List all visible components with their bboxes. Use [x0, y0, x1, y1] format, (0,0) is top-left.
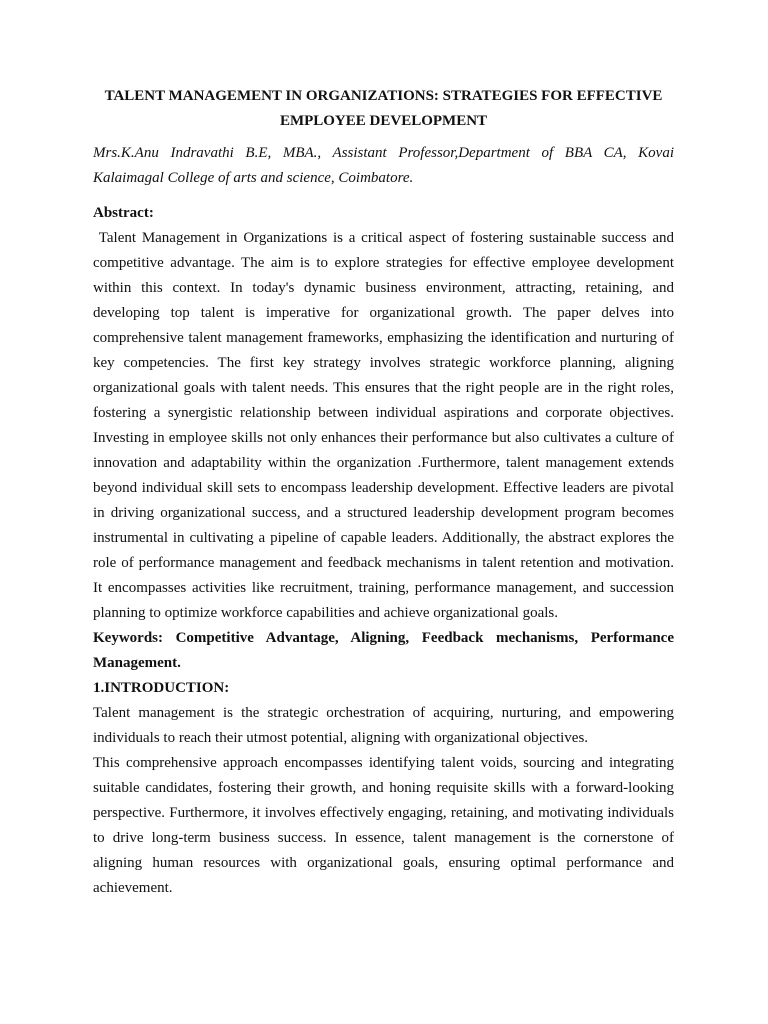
abstract-text: Talent Management in Organizations is a critical aspect of fostering sustainable success and competitive advantage. The aim is to explore strategies for effective employee development within this context. In today's dynamic business environment, attracting, retaining, and developing top talent is imperative for organizational growth. The paper delves into comprehensive talent management frameworks, emphasizing the identification and nurturing of key competencies. The first key strategy involves strategic workforce planning, aligning organizational goals with talent needs. This ensures that the right people are in the right roles, fostering a synergistic relationship between individual aspirations and corporate objectives. Investing in employee skills not only enhances their performance but also cultivates a culture of innovation and adaptability within the organization .Furthermore, talent management extends beyond individual skill sets to encompass leadership development. Effective leaders are pivotal in driving organizational success, and a structured leadership development program becomes instrumental in cultivating a pipeline of capable leaders. Additionally, the abstract explores the role of performance management and feedback mechanisms in talent retention and motivation. It encompasses activities like recruitment, training, performance management, and succession planning to optimize workforce capabilities and achieve organizational goals.	[93, 230, 678, 621]
paper-page	[93, 84, 678, 901]
introduction-paragraph-1: Talent management is the strategic orchestration of acquiring, nurturing, and empowering individuals to reach their utmost potential, aligning with organizational objectives.	[93, 705, 674, 746]
keywords-line: Keywords: Competitive Advantage, Aligning, Feedback mechanisms, Performance Management.	[93, 630, 674, 671]
paper-title: TALENT MANAGEMENT IN ORGANIZATIONS: STRATEGIES FOR EFFECTIVE EMPLOYEE DEVELOPMENT	[104, 88, 663, 129]
abstract-heading: Abstract:	[93, 205, 154, 221]
introduction-heading: 1.INTRODUCTION:	[93, 680, 230, 696]
introduction-paragraph-2: This comprehensive approach encompasses identifying talent voids, sourcing and integrating suitable candidates, fostering their growth, and honing requisite skills with a forward-looking perspective. Furthermore, it involves effectively engaging, retaining, and motivating individuals to drive long-term business success. In essence, talent management is the cornerstone of aligning human resources with organizational goals, ensuring optimal performance and achievement.	[93, 755, 674, 896]
author-line: Mrs.K.Anu Indravathi B.E, MBA., Assistant Professor,Department of BBA CA, Kovai Kalaimagal College of arts and science, Coimbatore.	[93, 145, 674, 186]
